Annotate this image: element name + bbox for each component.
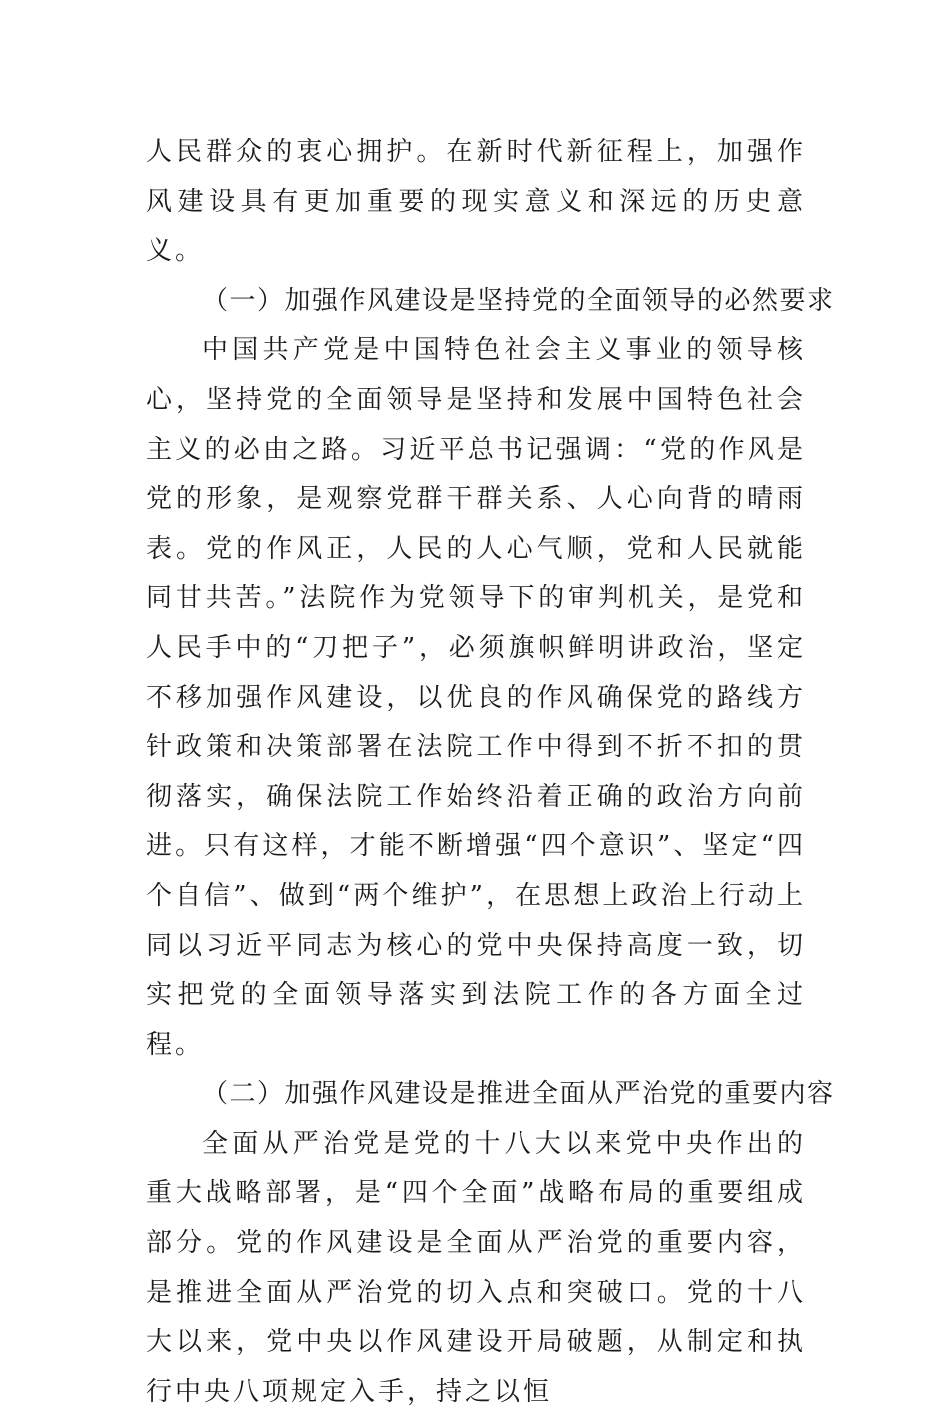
section-heading-1: （一）加强作风建设是坚持党的全面领导的必然要求	[202, 285, 835, 316]
section-heading-2: （二）加强作风建设是推进全面从严治党的重要内容	[202, 1079, 835, 1110]
paragraph-continuation: 人民群众的衷心拥护。在新时代新征程上，加强作风建设具有更加重要的现实意义和深远的历史意义。	[146, 137, 806, 267]
document-body	[146, 128, 835, 1417]
paragraph-party-leadership: 中国共产党是中国特色社会主义事业的领导核心，坚持党的全面领导是坚持和发展中国特色社会主义的必由之路。习近平总书记强调：“党的作风是党的形象，是观察党群干群关系、人心向背的晴雨表。党的作风正，人民的人心气顺，党和人民就能同甘共苦。”法院作为党领导下的审判机关，是党和人民手中的“刀把子”，必须旗帜鲜明讲政治，坚定不移加强作风建设，以优良的作风确保党的路线方针政策和决策部署在法院工作中得到不折不扣的贯彻落实，确保法院工作始终沿着正确的政治方向前进。只有这样，才能不断增强“四个意识”、坚定“四个自信”、做到“两个维护”，在思想上政治上行动上同以习近平同志为核心的党中央保持高度一致，切实把党的全面领导落实到法院工作的各方面全过程。	[146, 335, 806, 1060]
paragraph-strict-governance: 全面从严治党是党的十八大以来党中央作出的重大战略部署，是“四个全面”战略布局的重要组成部分。党的作风建设是全面从严治党的重要内容，是推进全面从严治党的切入点和突破口。党的十八大以来，党中央以作风建设开局破题，从制定和执行中央八项规定入手，持之以恒	[146, 1128, 806, 1407]
